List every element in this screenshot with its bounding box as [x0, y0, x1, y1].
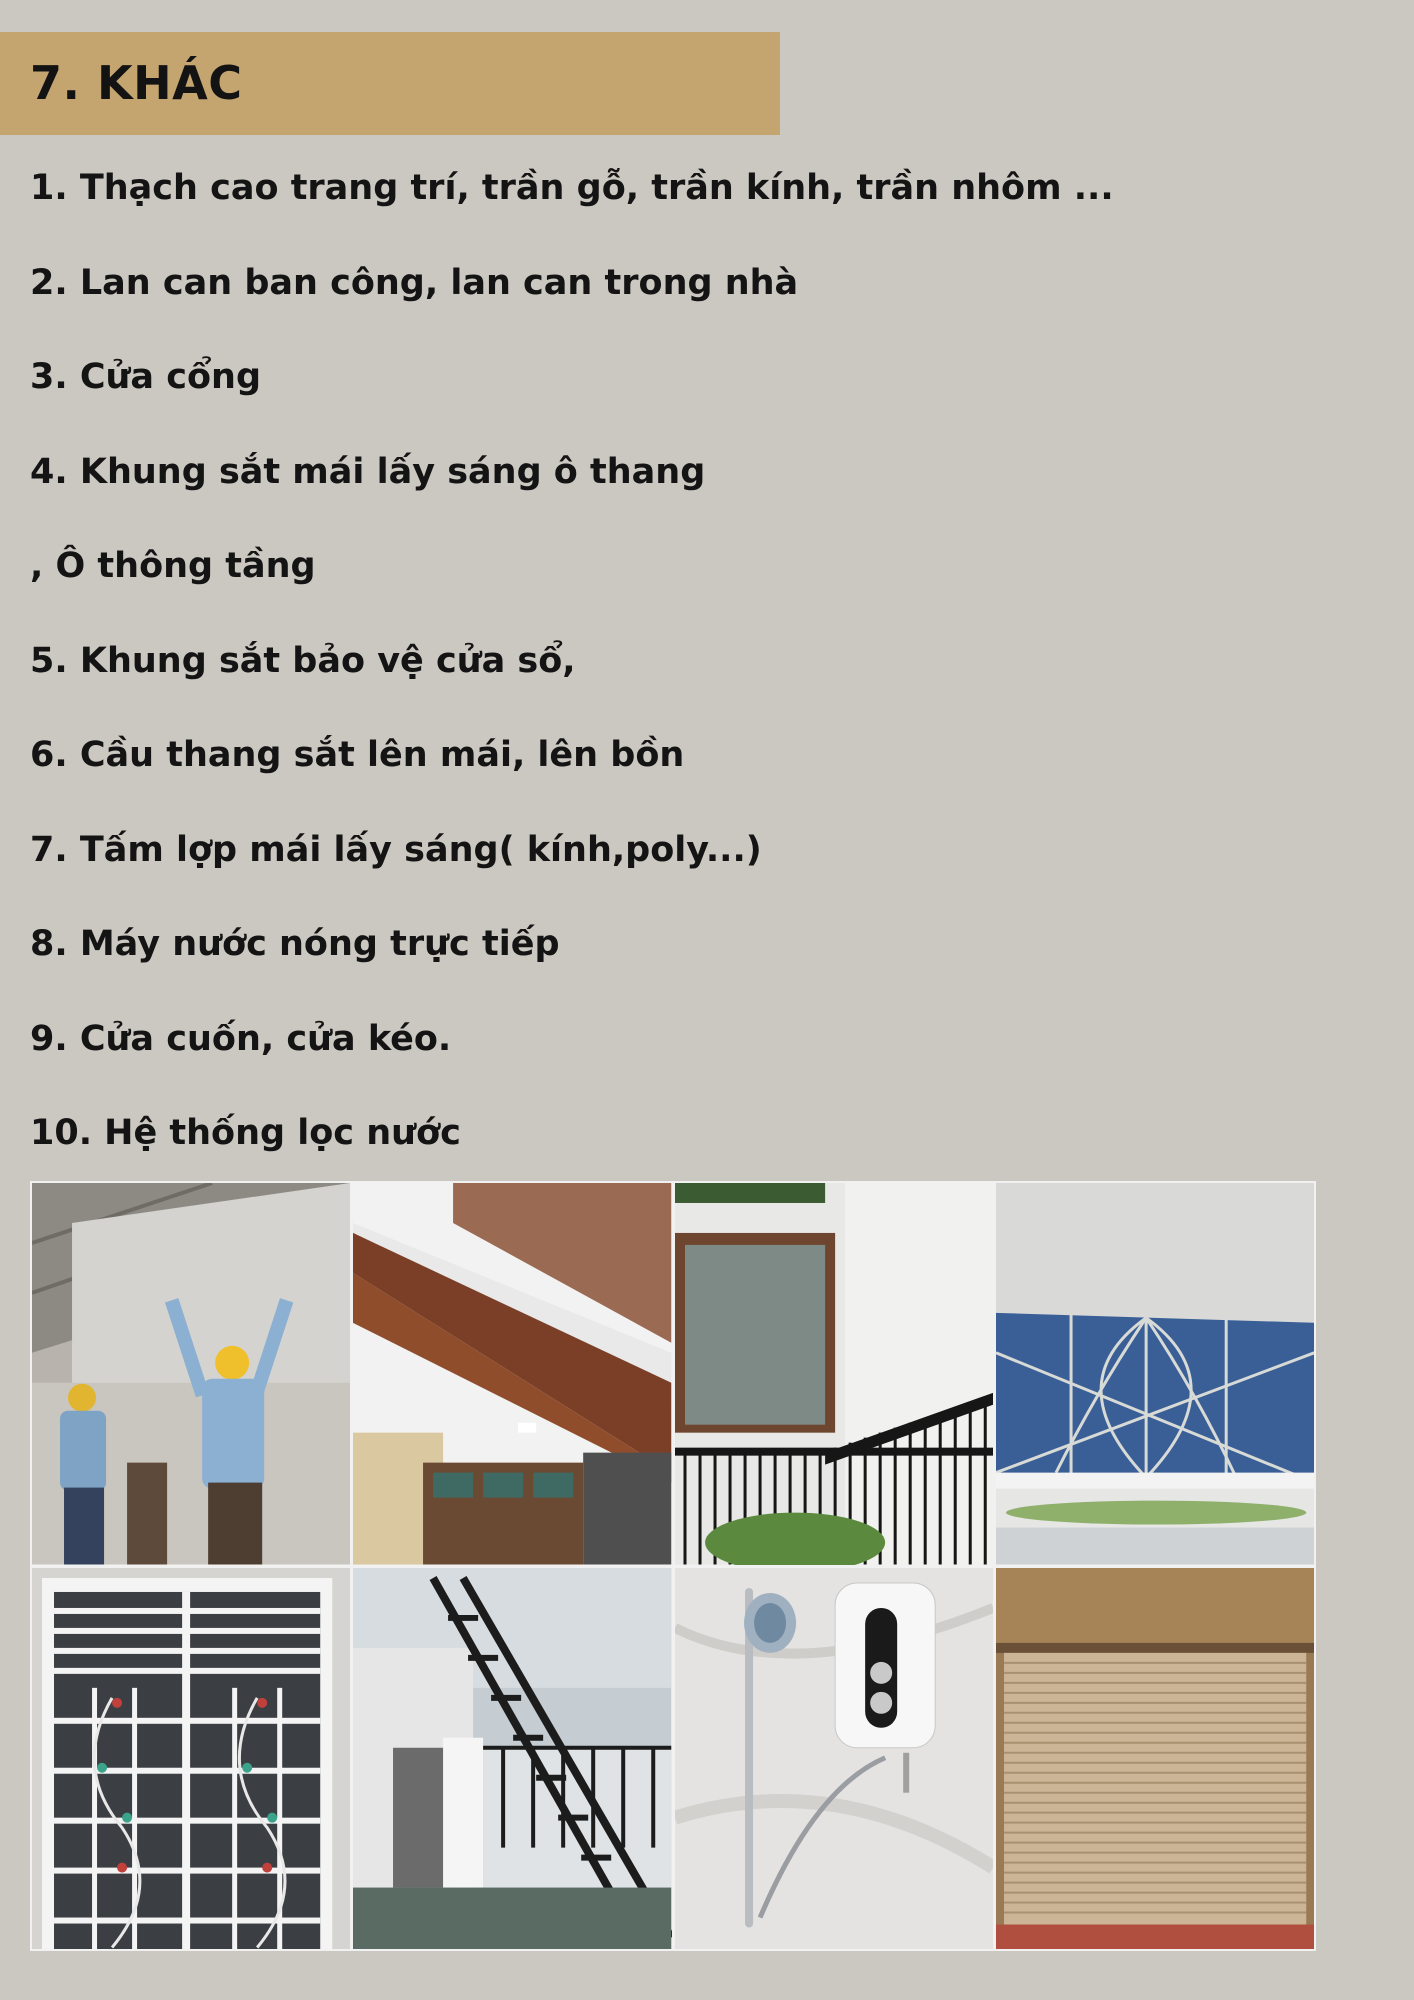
gypsum-ceiling-workers-photo	[32, 1183, 350, 1565]
list-item: , Ô thông tầng	[30, 546, 316, 586]
item-list	[30, 160, 1114, 1200]
iron-staircase-roof-photo	[353, 1568, 671, 1950]
list-item: 2. Lan can ban công, lan can trong nhà	[30, 262, 799, 303]
section-title-bar	[0, 32, 780, 135]
indoor-balcony-railing-photo	[675, 1183, 993, 1565]
list-item: 4. Khung sắt mái lấy sáng ô thang	[30, 451, 706, 492]
list-item: 9. Cửa cuốn, cửa kéo.	[30, 1018, 452, 1059]
section-title: 7. KHÁC	[30, 56, 243, 110]
list-item: 3. Cửa cổng	[30, 357, 262, 397]
list-item: 8. Máy nước nóng trực tiếp	[30, 924, 560, 964]
list-item: 7. Tấm lợp mái lấy sáng( kính,poly...)	[30, 829, 762, 870]
window-security-grille-photo	[32, 1568, 350, 1950]
list-item: 5. Khung sắt bảo vệ cửa sổ,	[30, 640, 576, 681]
photo-gallery	[30, 1181, 1316, 1951]
rolling-shutter-door-photo	[996, 1568, 1314, 1950]
skylight-iron-frame-photo	[996, 1183, 1314, 1565]
list-item: 1. Thạch cao trang trí, trần gỗ, trần kính, trần nhôm ...	[30, 168, 1114, 208]
instant-water-heater-photo	[675, 1568, 993, 1950]
list-item: 6. Cầu thang sắt lên mái, lên bồn	[30, 735, 685, 775]
wood-ceiling-eave-photo	[353, 1183, 671, 1565]
list-item: 10. Hệ thống lọc nước	[30, 1113, 461, 1153]
